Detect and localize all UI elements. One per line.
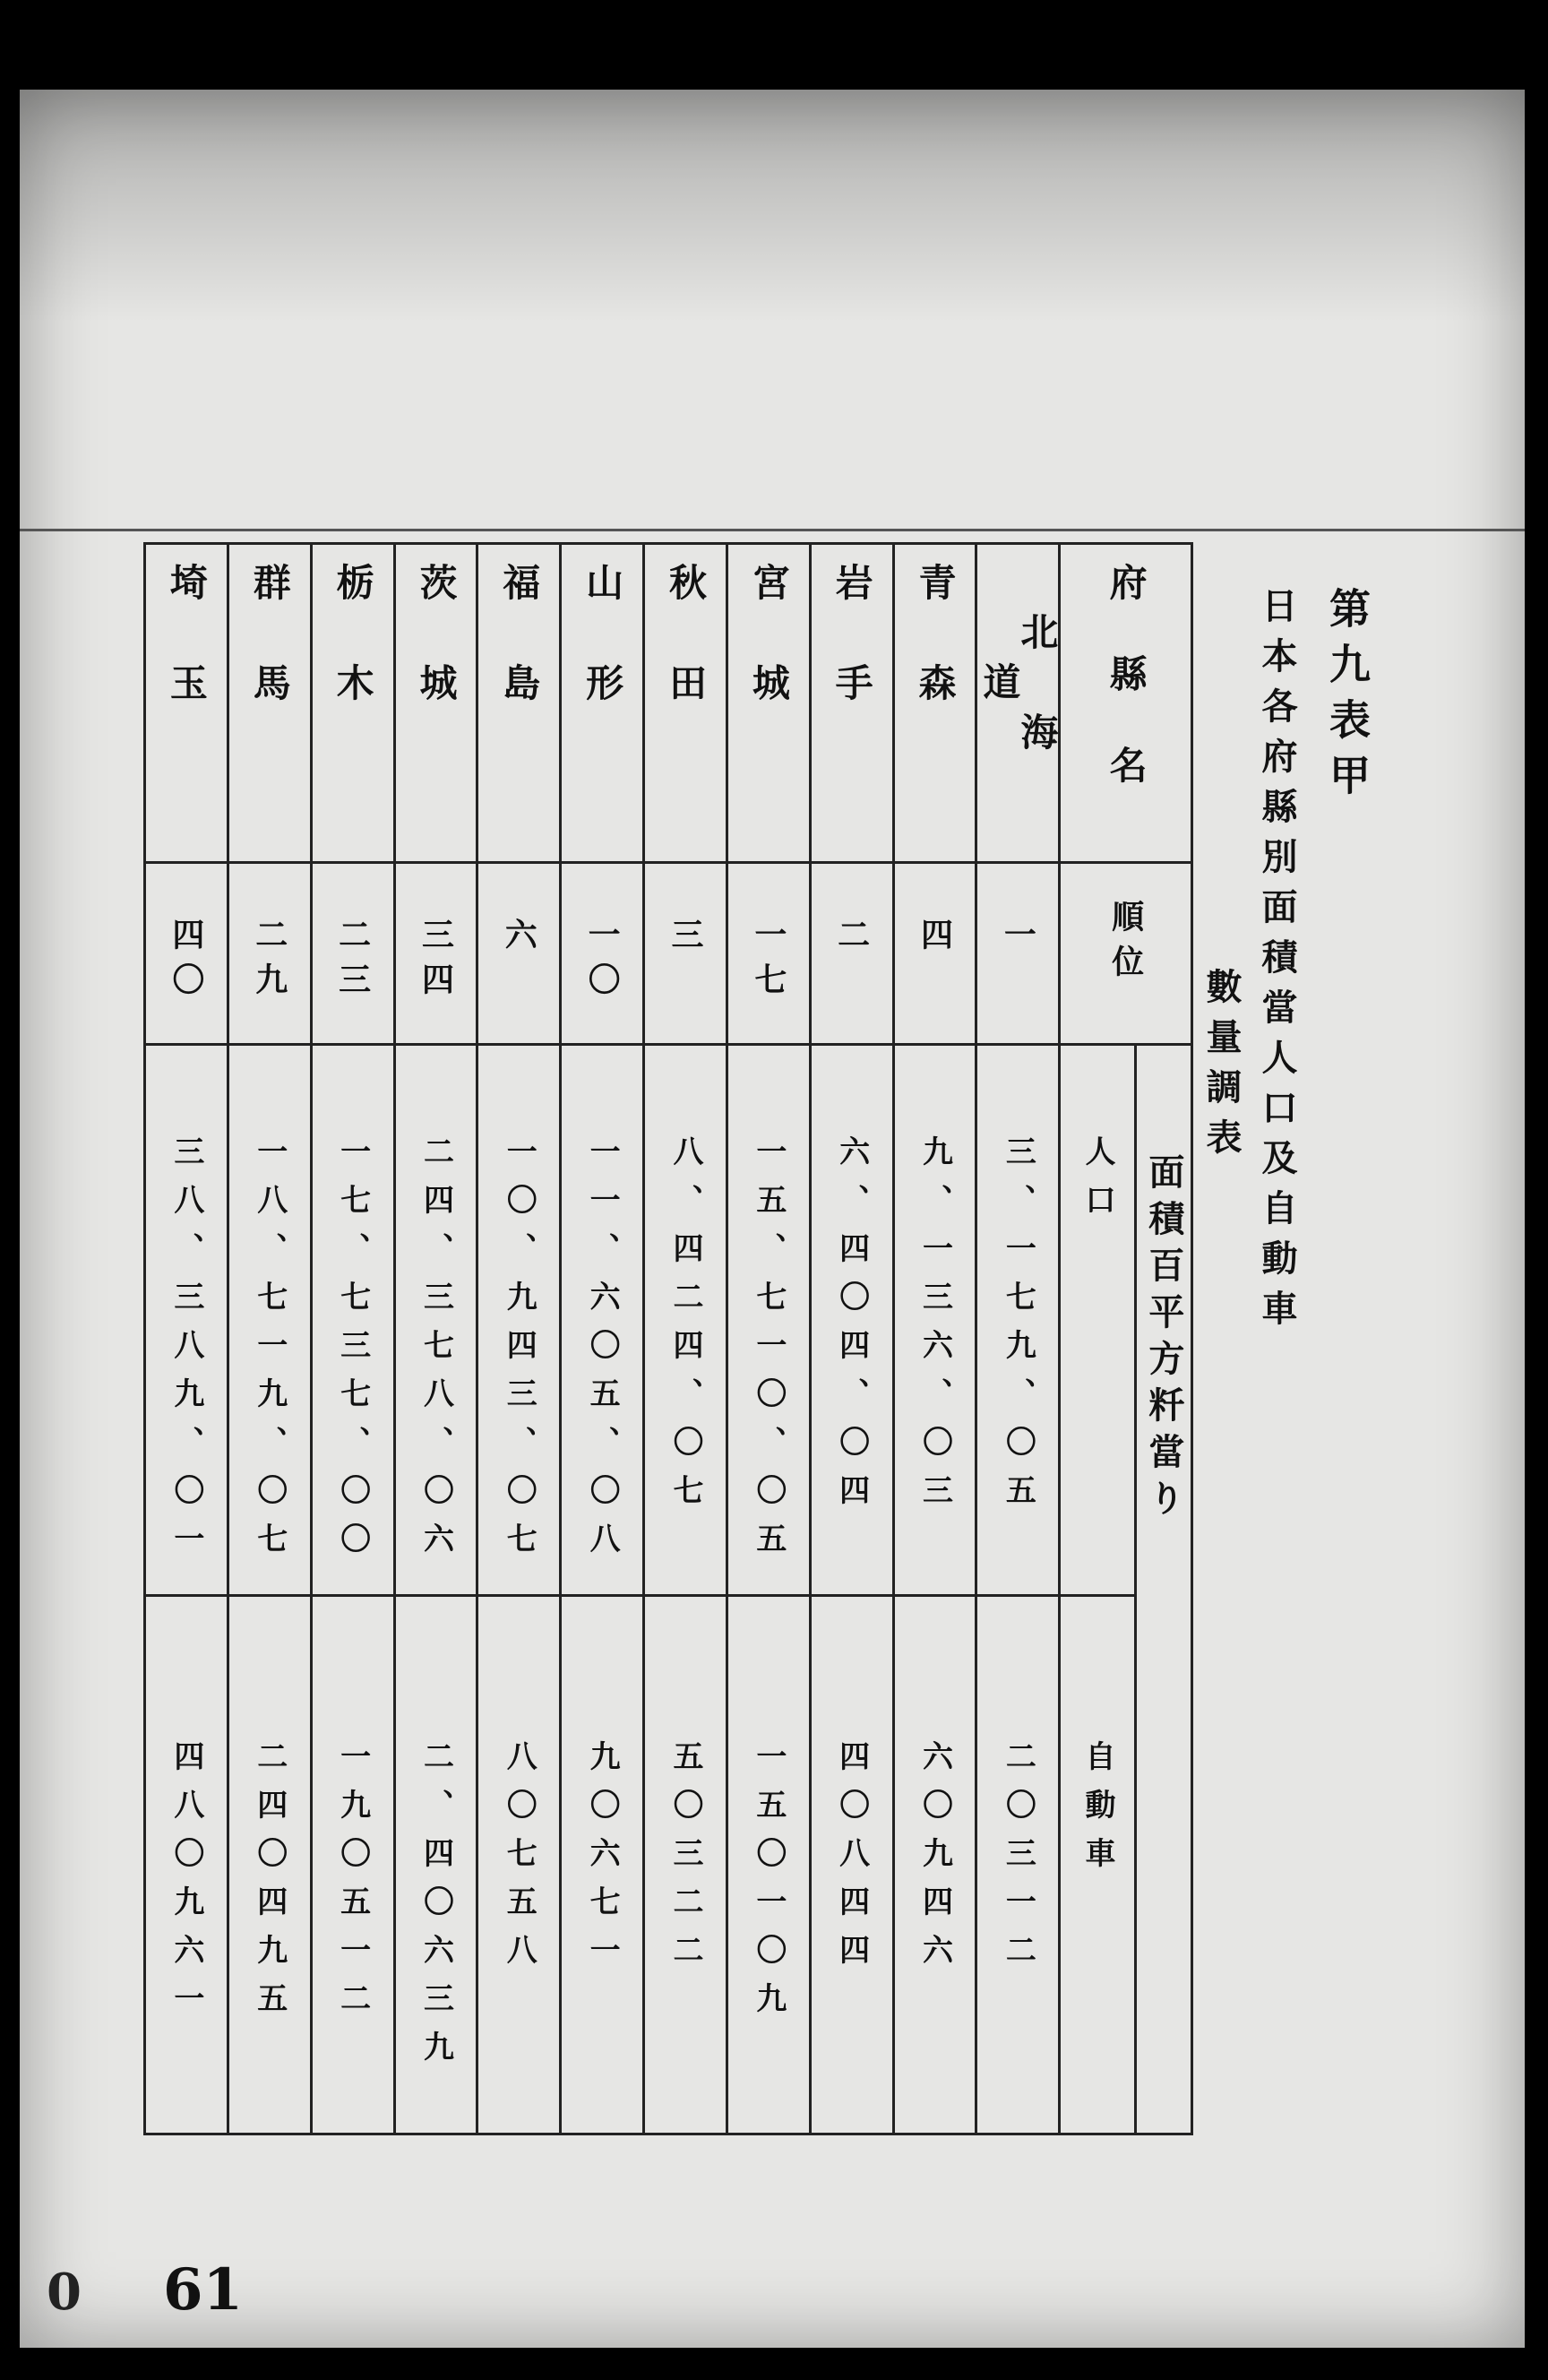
header-car: [1060, 1596, 1135, 2134]
car-cell-text: 九〇六七一: [584, 1740, 621, 1983]
rank-cell-text: 一〇: [583, 918, 622, 1008]
prefecture-name-cell: [810, 544, 893, 863]
rank-cell: [893, 863, 976, 1044]
header-population: [1060, 1044, 1135, 1596]
rank-cell-text: 三: [666, 918, 704, 963]
car-cell-text: 二〇三一二: [1000, 1740, 1036, 1983]
header-prefecture-text: 府縣名: [1104, 563, 1148, 837]
rank-cell-text: 六: [500, 918, 538, 963]
rank-cell: [477, 863, 561, 1044]
prefecture-name-cell: [311, 544, 394, 863]
population-cell: [394, 1044, 477, 1596]
population-cell-text: 二四、三七八、〇六: [417, 1134, 454, 1571]
population-cell: [145, 1044, 228, 1596]
prefecture-name-cell-text: 福島: [497, 563, 542, 763]
car-cell-text: 一五〇一〇九: [750, 1740, 787, 2031]
rank-cell-text: 三四: [417, 918, 455, 1008]
prefecture-name-cell: [145, 544, 228, 863]
population-cell: [893, 1044, 976, 1596]
prefecture-name-cell-text: 埼玉: [164, 563, 209, 763]
population-cell: [561, 1044, 644, 1596]
header-area-unit: [1135, 1044, 1191, 2134]
prefecture-name-cell: [394, 544, 477, 863]
rank-cell: [228, 863, 311, 1044]
population-cell-text: 一五、七一〇、〇五: [750, 1134, 787, 1571]
rank-cell: [561, 863, 644, 1044]
population-cell-text: 一一、六〇五、〇八: [584, 1134, 621, 1571]
prefecture-name-cell-text: 青森: [913, 563, 958, 763]
header-rank: [1060, 863, 1192, 1044]
car-cell-text: 八〇七五八: [501, 1740, 538, 1983]
rank-cell: [976, 863, 1060, 1044]
rank-cell: [727, 863, 810, 1044]
population-cell-text: 一八、七一九、〇七: [251, 1134, 288, 1571]
prefecture-name-cell-text: 茨城: [414, 563, 459, 763]
population-cell-text: 一〇、九四三、〇七: [501, 1134, 538, 1571]
population-cell-text: 三八、三八九、〇一: [168, 1134, 204, 1571]
car-cell: [228, 1596, 311, 2134]
page-number: 61: [163, 2256, 244, 2324]
rank-cell-text: 四: [916, 918, 954, 963]
edge-mark: 0: [47, 2263, 82, 2322]
population-cell: [477, 1044, 561, 1596]
table-caption: [1198, 587, 1372, 1931]
prefecture-name-cell: [228, 544, 311, 863]
population-cell: [311, 1044, 394, 1596]
car-cell-text: 二四〇四九五: [251, 1740, 288, 2031]
prefecture-name-cell-text: 北海道: [977, 611, 1060, 813]
car-cell: [810, 1596, 893, 2134]
prefecture-name-cell-text: 宮城: [746, 563, 791, 763]
table-subtitle: 日本各府縣別面積當人口及自動車: [1256, 587, 1298, 1340]
prefecture-name-cell: [477, 544, 561, 863]
rank-cell: [145, 863, 228, 1044]
rank-cell-text: 四〇: [167, 918, 205, 1008]
car-cell-text: 五〇三二二: [666, 1740, 703, 1983]
rank-cell: [644, 863, 727, 1044]
header-population-text: 人口: [1079, 1134, 1115, 1232]
population-cell-text: 九、一三六、〇三: [916, 1134, 953, 1522]
header-area-unit-text: 面積百平方粁當り: [1142, 1152, 1185, 1526]
header-car-text: 自動車: [1079, 1740, 1115, 1886]
car-cell-text: 一九〇五一二: [334, 1740, 371, 2031]
car-cell: [727, 1596, 810, 2134]
car-cell: [477, 1596, 561, 2134]
data-table: [143, 542, 1193, 2135]
table-number-title: 第九表甲: [1323, 587, 1372, 809]
population-cell-text: 八、四二四、〇七: [666, 1134, 703, 1522]
prefecture-name-cell-text: 群馬: [247, 563, 292, 763]
rank-cell: [394, 863, 477, 1044]
rank-cell-text: 二三: [333, 918, 372, 1008]
scanned-page: [20, 90, 1525, 2348]
population-cell-text: 一七、七三七、〇〇: [334, 1134, 371, 1571]
rank-cell: [311, 863, 394, 1044]
header-rank-text: 順位: [1106, 900, 1145, 990]
car-cell: [644, 1596, 727, 2134]
car-cell: [976, 1596, 1060, 2134]
table-subtitle-cont: 數量調表: [1200, 968, 1243, 1168]
population-cell: [976, 1044, 1060, 1596]
population-cell: [810, 1044, 893, 1596]
population-cell: [644, 1044, 727, 1596]
rank-cell-text: 一七: [749, 918, 787, 1008]
prefecture-name-cell: [561, 544, 644, 863]
prefecture-name-cell: [893, 544, 976, 863]
car-cell: [561, 1596, 644, 2134]
population-cell: [727, 1044, 810, 1596]
top-rule: [20, 529, 1525, 531]
population-cell: [228, 1044, 311, 1596]
rank-cell-text: 一: [999, 918, 1037, 963]
prefecture-name-cell: [976, 544, 1060, 863]
rank-cell-text: 二: [832, 918, 871, 963]
population-cell-text: 三、一七九、〇五: [1000, 1134, 1036, 1522]
prefecture-name-cell: [644, 544, 727, 863]
prefecture-name-cell: [727, 544, 810, 863]
car-cell-text: 四〇八四四: [833, 1740, 870, 1983]
car-cell: [145, 1596, 228, 2134]
car-cell-text: 六〇九四六: [916, 1740, 953, 1983]
car-cell-text: 二、四〇六三九: [417, 1740, 454, 2080]
prefecture-name-cell-text: 秋田: [663, 563, 708, 763]
car-cell: [394, 1596, 477, 2134]
car-cell: [311, 1596, 394, 2134]
car-cell: [893, 1596, 976, 2134]
rank-cell-text: 二九: [250, 918, 288, 1008]
prefecture-name-cell-text: 山形: [580, 563, 625, 763]
prefecture-name-cell-text: 栃木: [331, 563, 375, 763]
population-cell-text: 六、四〇四、〇四: [833, 1134, 870, 1522]
car-cell-text: 四八〇九六一: [168, 1740, 204, 2031]
header-prefecture: [1060, 544, 1192, 863]
prefecture-name-cell-text: 岩手: [830, 563, 874, 763]
rank-cell: [810, 863, 893, 1044]
